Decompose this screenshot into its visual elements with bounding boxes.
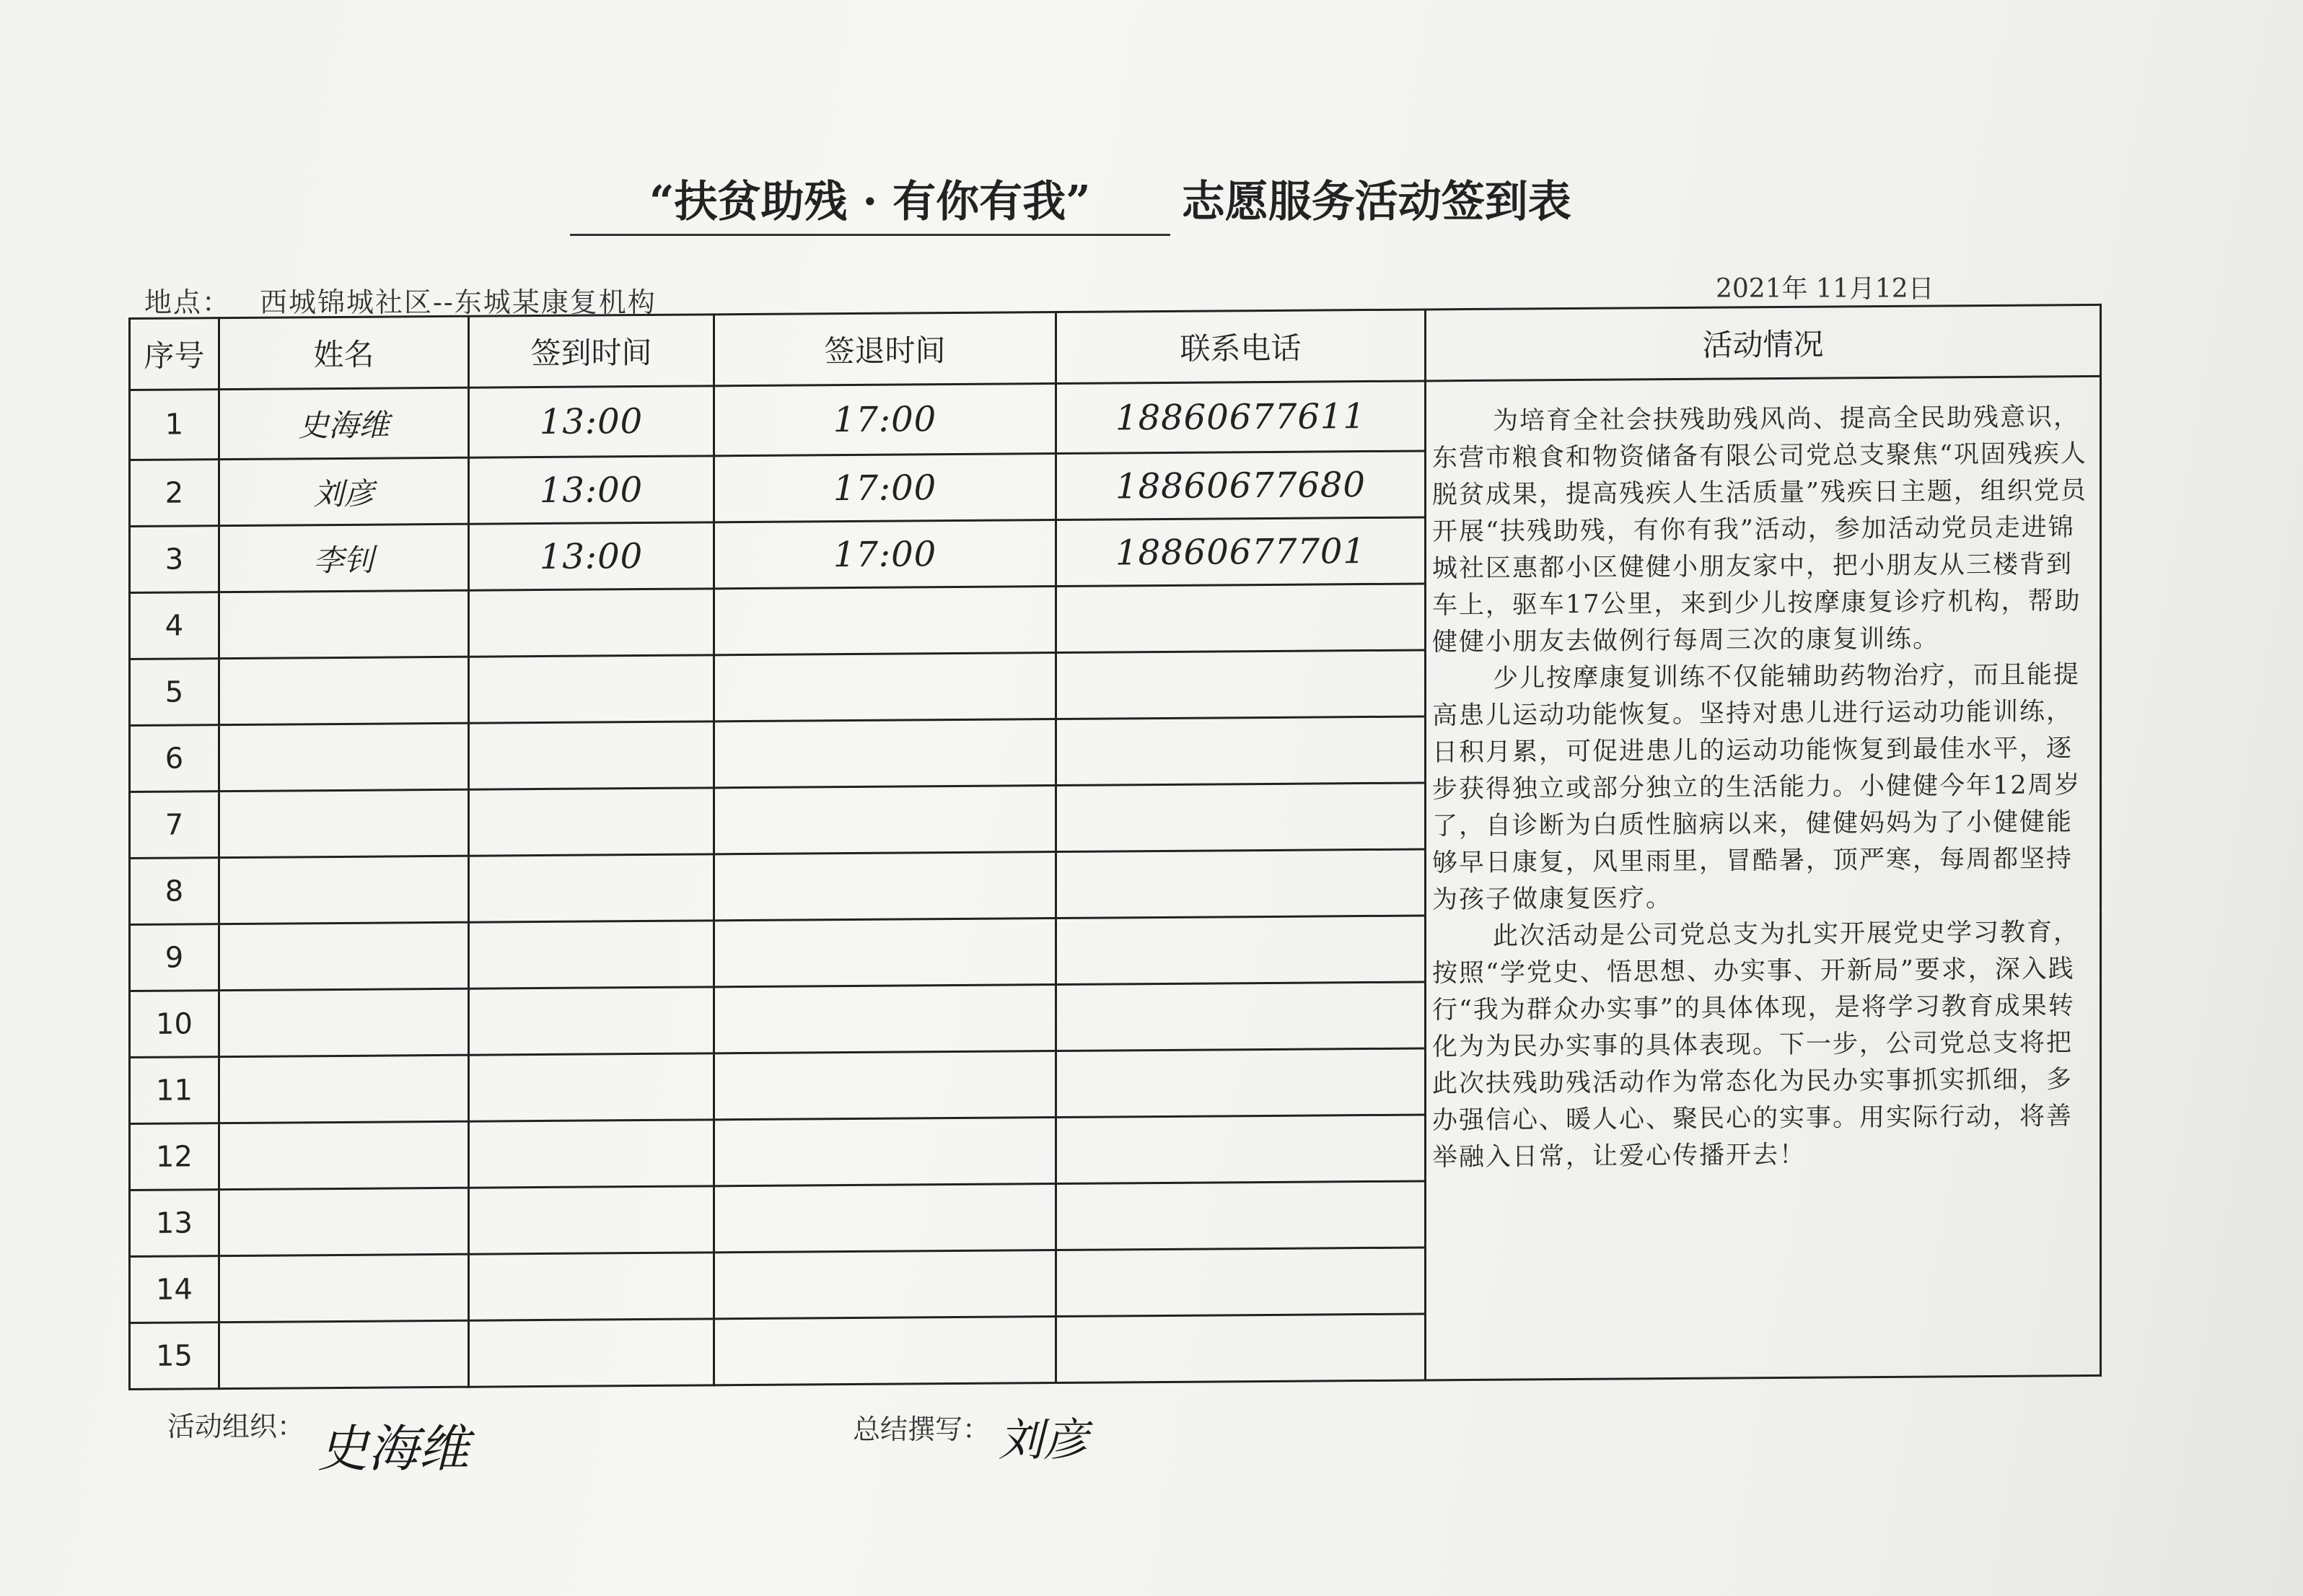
title-quoted: “扶贫助残 · 有你有我”: [570, 167, 1170, 236]
row-checkin: [469, 722, 714, 789]
header-index: 序号: [130, 318, 219, 390]
row-checkin: [469, 1319, 714, 1387]
row-index: 1: [130, 390, 219, 460]
row-index: 3: [130, 526, 219, 593]
row-phone: 18860677611: [1056, 381, 1426, 454]
row-checkout: 17:00: [714, 520, 1056, 589]
row-checkin: 13:00: [469, 456, 714, 524]
row-phone: 18860677701: [1056, 517, 1426, 587]
header-checkin: 签到时间: [469, 315, 714, 387]
row-name: [219, 1188, 469, 1255]
row-checkout: [714, 653, 1056, 722]
row-name: [219, 1320, 469, 1388]
row-checkout: [714, 1051, 1056, 1120]
row-index: 2: [130, 460, 219, 527]
activity-paragraph-3: 此次活动是公司党总支为扎实开展党史学习教育，按照“学党史、悟思想、办实事、开新局”要求，深入践行“我为群众办实事”的具体体现，是将学习教育成果转化为为民办实事的具体表现。下一步，公司党总支将把此次扶残助残活动作为常态化为民办实事抓实抓细，多办强信心、暖人心、聚民心的实事。用实际行动，将善举融入日常，让爱心传播开去！: [1432, 918, 2081, 1172]
summary-signature: 刘彦: [999, 1413, 1089, 1466]
row-checkout: 17:00: [714, 384, 1056, 456]
header-activity: 活动情况: [1426, 304, 2101, 381]
row-checkin: 13:00: [469, 386, 714, 457]
row-checkout: [714, 1118, 1056, 1186]
row-phone: [1056, 1248, 1426, 1317]
row-index: 4: [130, 592, 219, 659]
row-name: [219, 789, 469, 857]
row-name: [219, 988, 469, 1056]
row-name: [219, 922, 469, 990]
row-index: 14: [130, 1256, 219, 1323]
date-text: 2021年 11月12日: [1716, 274, 1934, 304]
signin-table: [128, 304, 2102, 1390]
row-name: [219, 856, 469, 924]
row-phone: [1056, 849, 1426, 918]
row-index: 15: [130, 1323, 219, 1390]
row-index: 11: [130, 1057, 219, 1124]
row-checkin: [469, 1253, 714, 1320]
row-name: [219, 1254, 469, 1322]
row-index: 9: [130, 924, 219, 991]
row-checkout: 17:00: [714, 454, 1056, 522]
row-name: 李钊: [219, 524, 469, 592]
row-phone: [1056, 916, 1426, 985]
row-checkin: [469, 1186, 714, 1254]
row-name: 史海维: [219, 387, 469, 459]
row-checkin: 13:00: [469, 522, 714, 590]
summary-label: 总结撰写：: [853, 1413, 991, 1445]
header-name: 姓名: [219, 316, 469, 389]
row-name: [219, 1055, 469, 1123]
row-index: 13: [130, 1190, 219, 1257]
row-index: 8: [130, 858, 219, 925]
activity-paragraph-2: 少儿按摩康复训练不仅能辅助药物治疗，而且能提高患儿运动功能恢复。坚持对患儿进行运动功能训练，日积月累，可促进患儿的运动功能恢复到最佳水平，逐步获得独立或部分独立的生活能力。小健健今年12周岁了，自诊断为白质性脑病以来，健健妈妈为了小健健能够早日康复，风里雨里，冒酷暑，顶严寒，每周都坚持为孩子做康复医疗。: [1432, 660, 2082, 915]
row-checkin: [469, 854, 714, 922]
row-checkout: [714, 587, 1056, 655]
row-checkin: [469, 987, 714, 1055]
location-value: 西城锦城社区--东城某康复机构: [260, 286, 657, 318]
row-phone: [1056, 783, 1426, 852]
row-index: 10: [130, 991, 219, 1058]
row-checkin: [469, 788, 714, 856]
row-phone: [1056, 982, 1426, 1051]
row-checkout: [714, 786, 1056, 854]
row-checkin: [469, 1120, 714, 1188]
header-phone: 联系电话: [1056, 310, 1426, 384]
row-name: [219, 723, 469, 791]
row-phone: [1056, 650, 1426, 719]
row-checkin: [469, 921, 714, 988]
row-name: [219, 1121, 469, 1189]
row-index: 7: [130, 792, 219, 859]
row-index: 6: [130, 725, 219, 792]
location-label: 地点：: [144, 286, 232, 318]
row-phone: [1056, 716, 1426, 786]
page-title: [570, 167, 1724, 232]
row-name: 刘彦: [219, 457, 469, 525]
row-checkout: [714, 1317, 1056, 1385]
table-row: [130, 376, 2101, 460]
row-checkout: [714, 852, 1056, 921]
table-header-row: [130, 304, 2101, 390]
row-checkout: [714, 985, 1056, 1053]
row-checkout: [714, 1184, 1056, 1253]
row-phone: [1056, 1314, 1426, 1383]
row-name: [219, 657, 469, 724]
row-name: [219, 590, 469, 658]
row-phone: [1056, 1181, 1426, 1250]
row-index: 5: [130, 659, 219, 726]
header-checkout: 签退时间: [714, 312, 1056, 386]
organizer-label: 活动组织：: [167, 1411, 305, 1442]
row-checkout: [714, 719, 1056, 788]
row-checkin: [469, 1053, 714, 1121]
row-checkout: [714, 918, 1056, 987]
title-rest: 志愿服务活动签到表: [1181, 177, 1571, 227]
activity-description: [1426, 376, 2101, 1380]
row-phone: [1056, 1115, 1426, 1184]
row-checkin: [469, 655, 714, 723]
row-phone: [1056, 584, 1426, 653]
row-phone: 18860677680: [1056, 451, 1426, 520]
row-index: 12: [130, 1123, 219, 1191]
row-phone: [1056, 1048, 1426, 1118]
activity-paragraph-1: 为培育全社会扶残助残风尚、提高全民助残意识，东营市粮食和物资储备有限公司党总支聚焦“巩固残疾人脱贫成果，提高残疾人生活质量”残疾日主题，组织党员开展“扶残助残，有你有我”活动，参加活动党员走进锦城社区惠都小区健健小朋友家中，把小朋友从三楼背到车上，驱车17公里，来到少儿按摩康复诊疗机构，帮助健健小朋友去做例行每周三次的康复训练。: [1432, 403, 2087, 657]
organizer-signature: 史海维: [317, 1419, 469, 1478]
row-checkout: [714, 1250, 1056, 1319]
row-checkin: [469, 589, 714, 657]
